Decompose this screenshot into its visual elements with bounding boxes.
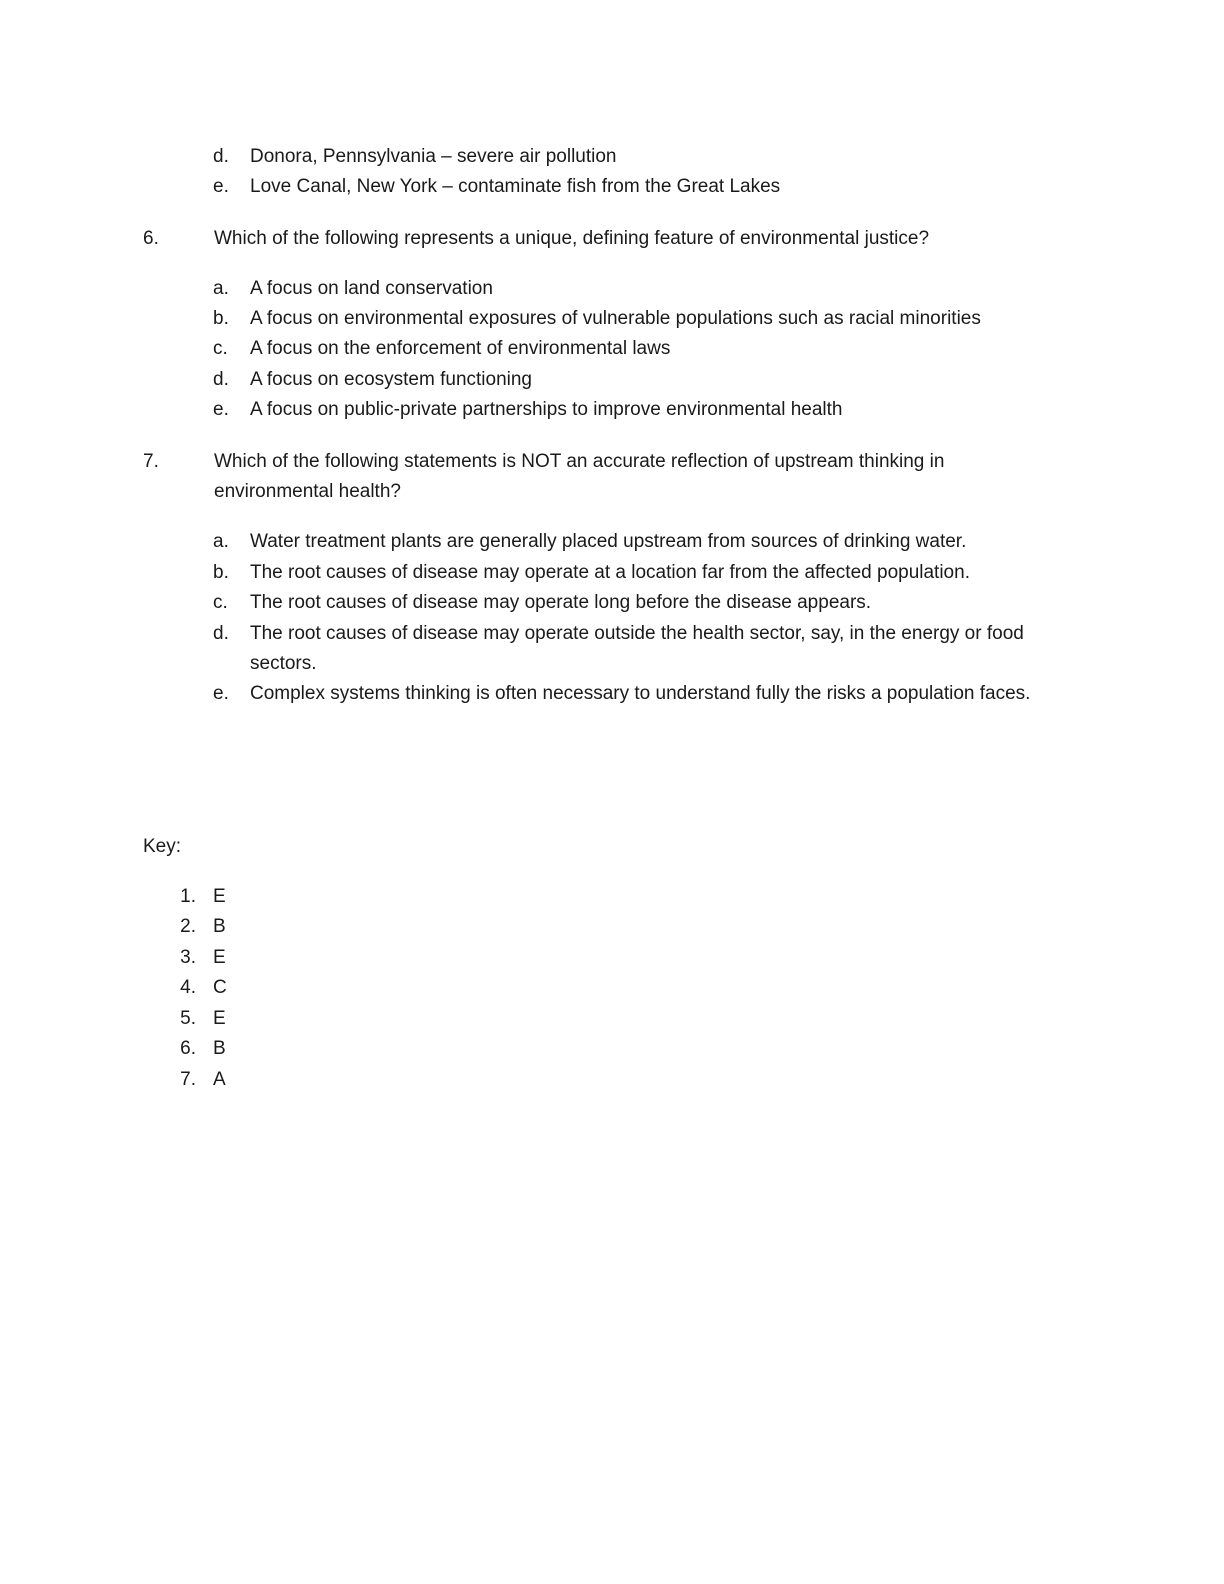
- key-answer: E: [213, 947, 226, 968]
- option-letter: d.: [213, 369, 229, 390]
- option-letter: c.: [213, 592, 228, 613]
- key-number: 1.: [180, 886, 196, 907]
- option-letter: a.: [213, 531, 229, 552]
- option-text: A focus on ecosystem functioning: [250, 369, 532, 390]
- key-answer: A: [213, 1069, 226, 1090]
- key-number: 4.: [180, 977, 196, 998]
- option-text-continued: sectors.: [250, 653, 317, 674]
- option-text: Water treatment plants are generally placed upstream from sources of drinking water.: [250, 531, 967, 552]
- option-letter: b.: [213, 308, 229, 329]
- option-text: A focus on the enforcement of environmental laws: [250, 338, 671, 359]
- option-text: Donora, Pennsylvania – severe air pollution: [250, 146, 617, 167]
- option-letter: e.: [213, 683, 229, 704]
- option-letter: a.: [213, 278, 229, 299]
- question-number: 6.: [143, 228, 159, 249]
- key-answer: E: [213, 1008, 226, 1029]
- option-text: The root causes of disease may operate long before the disease appears.: [250, 592, 872, 613]
- option-text: A focus on environmental exposures of vulnerable populations such as racial minorities: [250, 308, 981, 329]
- question-number: 7.: [143, 451, 159, 472]
- question-text: Which of the following represents a unique, defining feature of environmental justice?: [214, 228, 930, 249]
- key-answer: B: [213, 916, 226, 937]
- option-letter: e.: [213, 176, 229, 197]
- key-answer: B: [213, 1038, 226, 1059]
- option-letter: e.: [213, 399, 229, 420]
- option-text: A focus on land conservation: [250, 278, 493, 299]
- option-letter: d.: [213, 146, 229, 167]
- option-text: The root causes of disease may operate at a location far from the affected population.: [250, 562, 970, 583]
- question-text: Which of the following statements is NOT an accurate reflection of upstream thinking in: [214, 451, 945, 472]
- question-text-continued: environmental health?: [214, 481, 401, 502]
- key-answer: E: [213, 886, 226, 907]
- option-text: A focus on public-private partnerships to improve environmental health: [250, 399, 843, 420]
- option-text: The root causes of disease may operate outside the health sector, say, in the energy or food: [250, 623, 1024, 644]
- key-number: 6.: [180, 1038, 196, 1059]
- option-text: Love Canal, New York – contaminate fish from the Great Lakes: [250, 176, 781, 197]
- key-number: 2.: [180, 916, 196, 937]
- key-number: 7.: [180, 1069, 196, 1090]
- key-label: Key:: [143, 836, 182, 857]
- key-answer: C: [213, 977, 227, 998]
- key-number: 3.: [180, 947, 196, 968]
- key-number: 5.: [180, 1008, 196, 1029]
- option-letter: b.: [213, 562, 229, 583]
- option-letter: d.: [213, 623, 229, 644]
- option-letter: c.: [213, 338, 228, 359]
- option-text: Complex systems thinking is often necessary to understand fully the risks a population faces.: [250, 683, 1031, 704]
